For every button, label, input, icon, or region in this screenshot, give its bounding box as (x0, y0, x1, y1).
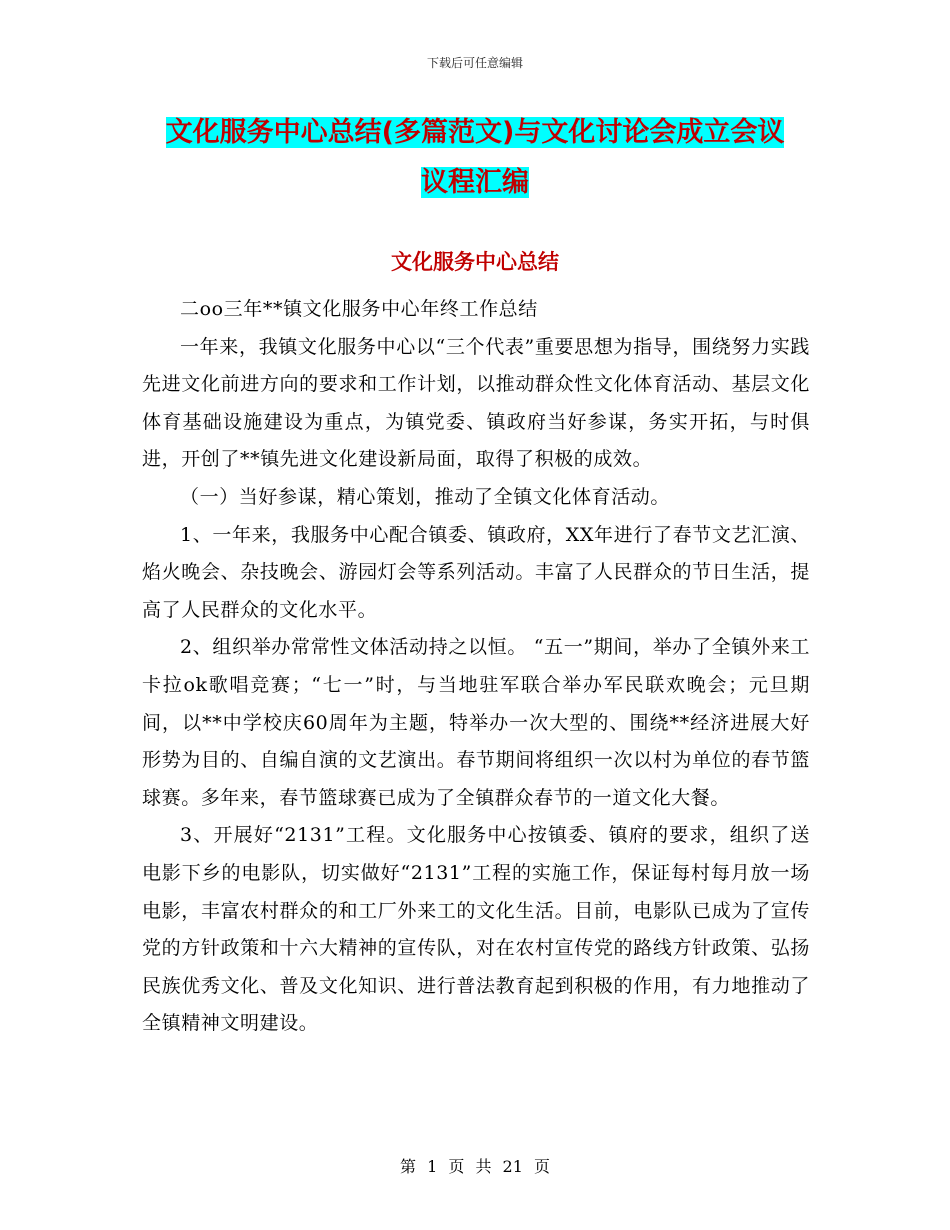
header-note: 下载后可任意编辑 (426, 56, 523, 70)
document-title (140, 108, 810, 208)
page-footer: 第 1 页 共 21 页 (400, 1157, 550, 1176)
paragraph: 1、一年来，我服务中心配合镇委、镇政府，XX年进行了春节文艺汇演、焰火晚会、杂技晚会、游园灯会等系列活动。丰富了人民群众的节日生活，提高了人民群众的文化水平。 (142, 523, 810, 621)
paragraph: 3、开展好“2131”工程。文化服务中心按镇委、镇府的要求，组织了送电影下乡的电影队，切实做好“2131”工程的实施工作，保证每村每月放一场电影，丰富农村群众的和工厂外来工的文化生活。目前，电影队已成为了宣传党的方针政策和十六大精神的宣传队，对在农村宣传党的路线方针政策、弘扬民族优秀文化、普及文化知识、进行普法教育起到积极的作用，有力地推动了全镇精神文明建设。 (142, 824, 810, 1035)
paragraph: 2、组织举办常常性文体活动持之以恒。 “五一”期间，举办了全镇外来工卡拉ok歌唱竞赛；“七一”时，与当地驻军联合举办军民联欢晚会；元旦期间，以**中学校庆60周年为主题，特举办一次大型的、围绕**经济进展大好形势为目的、自编自演的文艺演出。春节期间将组织一次以村为单位的春节篮球赛。多年来，春节篮球赛已成为了全镇群众春节的一道文化大餐。 (142, 636, 810, 809)
document-title-line2: 议程汇编 (421, 167, 529, 198)
paragraph: 一年来，我镇文化服务中心以“三个代表”重要思想为指导，围绕努力实践先进文化前进方向的要求和工作计划，以推动群众性文化体育活动、基层文化体育基础设施建设为重点，为镇党委、镇政府当好参谋，务实开拓，与时俱进，开创了**镇先进文化建设新局面，取得了积极的成效。 (142, 335, 810, 471)
document-title-line1: 文化服务中心总结(多篇范文)与文化讨论会成立会议 (165, 117, 785, 148)
section-title: 文化服务中心总结 (391, 250, 559, 274)
paragraph: 二oo三年**镇文化服务中心年终工作总结 (180, 298, 538, 320)
paragraph: （一）当好参谋，精心策划，推动了全镇文化体育活动。 (180, 485, 671, 508)
document-body (142, 291, 810, 1043)
